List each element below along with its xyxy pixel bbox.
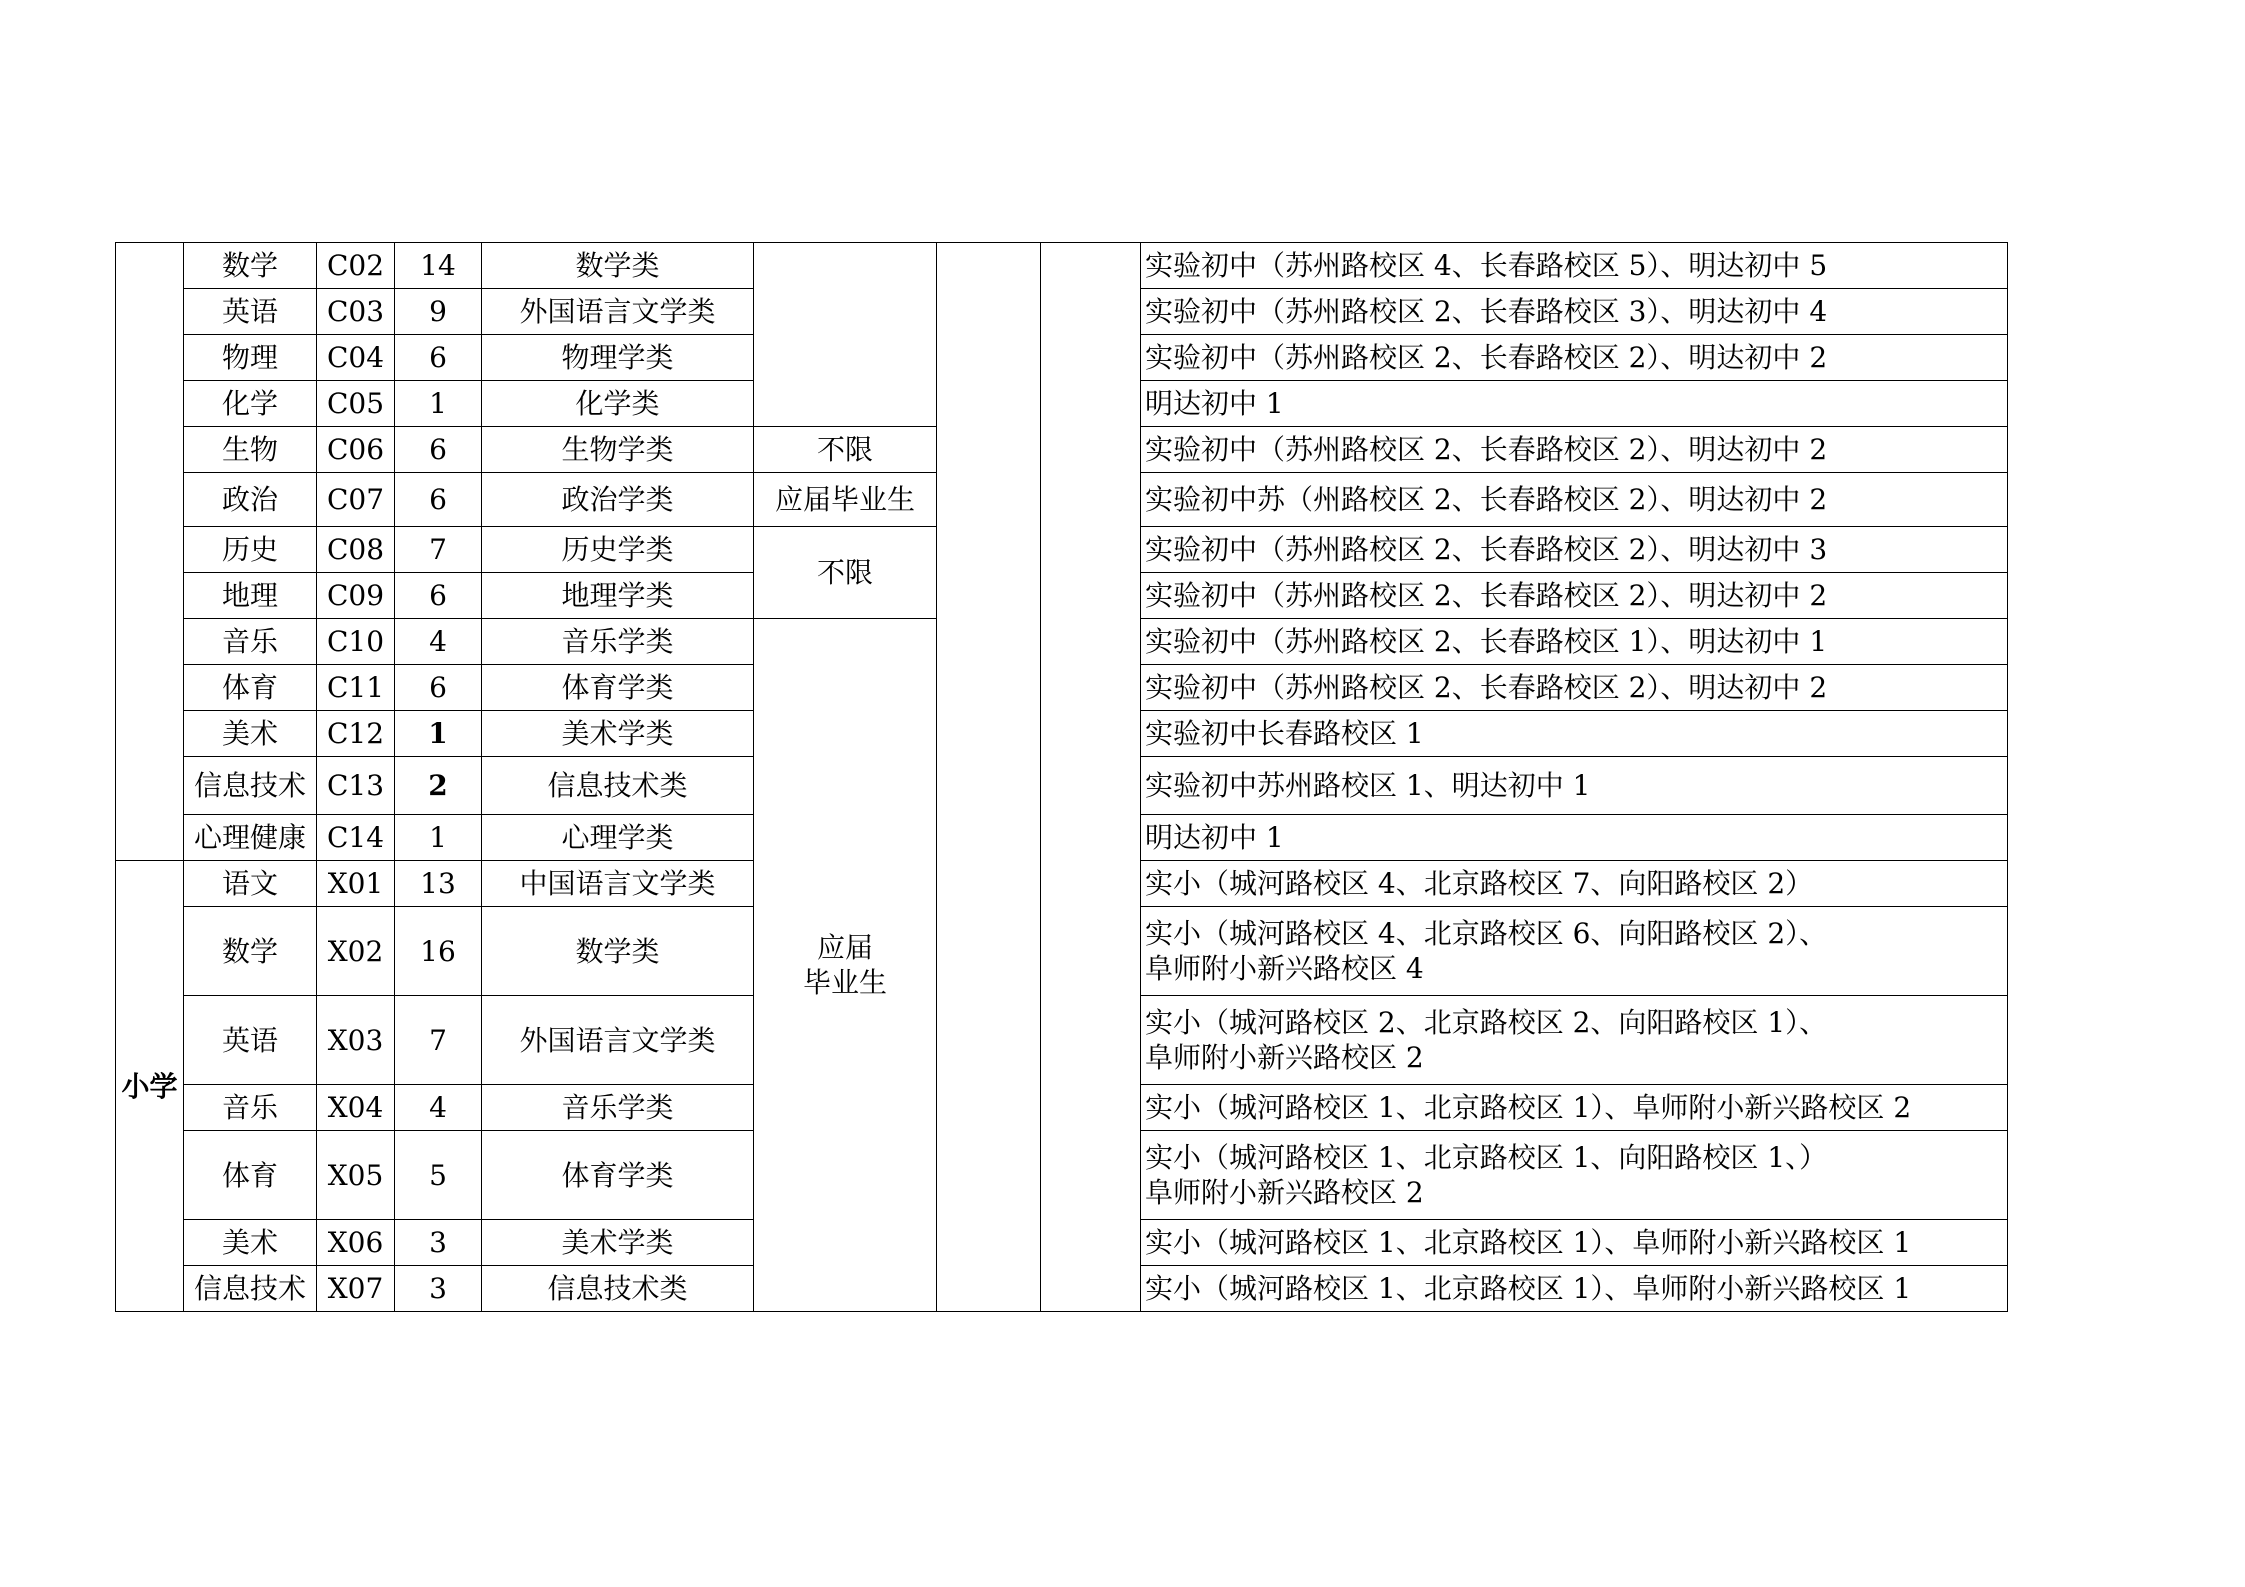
- code-cell: C12: [317, 711, 395, 757]
- subject-cell: 政治: [184, 473, 317, 527]
- subject-cell: 英语: [184, 996, 317, 1085]
- subject-cell: 信息技术: [184, 757, 317, 815]
- count-cell: 6: [395, 665, 482, 711]
- subject-cell: 美术: [184, 1220, 317, 1266]
- placement-line-1: 实小（城河路校区 1、北京路校区 1、向阳路校区 1、）: [1145, 1141, 1828, 1174]
- major-cell: 中国语言文学类: [482, 861, 754, 907]
- placement-line-2: 阜师附小新兴路校区 4: [1145, 952, 1424, 985]
- major-cell: 信息技术类: [482, 757, 754, 815]
- code-cell: C08: [317, 527, 395, 573]
- major-cell: 音乐学类: [482, 1085, 754, 1131]
- code-cell: C07: [317, 473, 395, 527]
- placement-line-1: 实小（城河路校区 2、北京路校区 2、向阳路校区 1）、: [1145, 1006, 1828, 1039]
- placement-cell: 实小（城河路校区 1、北京路校区 1）、阜师附小新兴路校区 2: [1141, 1085, 2008, 1131]
- count-cell: 7: [395, 996, 482, 1085]
- code-cell: C11: [317, 665, 395, 711]
- placement-cell: 实验初中（苏州路校区 2、长春路校区 2）、明达初中 2: [1141, 665, 2008, 711]
- placement-cell: [1141, 907, 2008, 996]
- count-cell: 3: [395, 1266, 482, 1312]
- code-cell: X06: [317, 1220, 395, 1266]
- code-cell: C13: [317, 757, 395, 815]
- count-cell: 1: [395, 381, 482, 427]
- table-row: [116, 243, 2008, 289]
- code-cell: C05: [317, 381, 395, 427]
- count-cell: 5: [395, 1131, 482, 1220]
- code-cell: X07: [317, 1266, 395, 1312]
- major-cell: 音乐学类: [482, 619, 754, 665]
- subject-cell: 语文: [184, 861, 317, 907]
- placement-cell: 实验初中长春路校区 1: [1141, 711, 2008, 757]
- major-cell: 生物学类: [482, 427, 754, 473]
- level-cell-middle: [116, 243, 184, 861]
- subject-cell: 音乐: [184, 619, 317, 665]
- major-cell: 物理学类: [482, 335, 754, 381]
- subject-cell: 生物: [184, 427, 317, 473]
- placement-cell: 实小（城河路校区 1、北京路校区 1）、阜师附小新兴路校区 1: [1141, 1220, 2008, 1266]
- major-cell: 体育学类: [482, 1131, 754, 1220]
- code-cell: X02: [317, 907, 395, 996]
- subject-cell: 英语: [184, 289, 317, 335]
- count-cell: 6: [395, 573, 482, 619]
- major-cell: 心理学类: [482, 815, 754, 861]
- count-cell: 6: [395, 427, 482, 473]
- placement-cell: 实验初中（苏州路校区 2、长春路校区 2）、明达初中 3: [1141, 527, 2008, 573]
- code-cell: C02: [317, 243, 395, 289]
- subject-cell: 数学: [184, 907, 317, 996]
- code-cell: C09: [317, 573, 395, 619]
- requirement-line-1: 应届: [816, 931, 873, 964]
- placement-cell: 实验初中苏（州路校区 2、长春路校区 2）、明达初中 2: [1141, 473, 2008, 527]
- level-cell-primary: 小学: [116, 861, 184, 1312]
- count-cell: 4: [395, 1085, 482, 1131]
- code-cell: C04: [317, 335, 395, 381]
- subject-cell: 信息技术: [184, 1266, 317, 1312]
- code-cell: C14: [317, 815, 395, 861]
- placement-line-1: 实小（城河路校区 4、北京路校区 6、向阳路校区 2）、: [1145, 917, 1828, 950]
- subject-cell: 心理健康: [184, 815, 317, 861]
- major-cell: 数学类: [482, 243, 754, 289]
- requirement-cell: 不限: [754, 527, 937, 619]
- placement-cell: 实验初中（苏州路校区 2、长春路校区 2）、明达初中 2: [1141, 427, 2008, 473]
- placement-cell: 实小（城河路校区 1、北京路校区 1）、阜师附小新兴路校区 1: [1141, 1266, 2008, 1312]
- placement-cell: 实验初中（苏州路校区 4、长春路校区 5）、明达初中 5: [1141, 243, 2008, 289]
- count-cell: 7: [395, 527, 482, 573]
- major-cell: 地理学类: [482, 573, 754, 619]
- count-cell: 2: [395, 757, 482, 815]
- requirement-line-2: 毕业生: [802, 966, 887, 999]
- requirement-cell: [754, 619, 937, 1312]
- code-cell: X03: [317, 996, 395, 1085]
- placement-cell: 实验初中苏州路校区 1、明达初中 1: [1141, 757, 2008, 815]
- subject-cell: 化学: [184, 381, 317, 427]
- major-cell: 历史学类: [482, 527, 754, 573]
- major-cell: 信息技术类: [482, 1266, 754, 1312]
- count-cell: 6: [395, 335, 482, 381]
- count-cell: 14: [395, 243, 482, 289]
- placement-cell: 明达初中 1: [1141, 381, 2008, 427]
- placement-line-2: 阜师附小新兴路校区 2: [1145, 1176, 1424, 1209]
- subject-cell: 历史: [184, 527, 317, 573]
- requirement-cell: 应届毕业生: [754, 473, 937, 527]
- count-cell: 4: [395, 619, 482, 665]
- major-cell: 美术学类: [482, 1220, 754, 1266]
- major-cell: 数学类: [482, 907, 754, 996]
- placement-cell: 实小（城河路校区 4、北京路校区 7、向阳路校区 2）: [1141, 861, 2008, 907]
- code-cell: X01: [317, 861, 395, 907]
- blank-column-1: [937, 243, 1041, 1312]
- major-cell: 外国语言文学类: [482, 996, 754, 1085]
- placement-cell: [1141, 996, 2008, 1085]
- placement-cell: 实验初中（苏州路校区 2、长春路校区 3）、明达初中 4: [1141, 289, 2008, 335]
- code-cell: C03: [317, 289, 395, 335]
- code-cell: C10: [317, 619, 395, 665]
- code-cell: X04: [317, 1085, 395, 1131]
- blank-column-2: [1041, 243, 1141, 1312]
- requirement-cell: [754, 243, 937, 427]
- major-cell: 外国语言文学类: [482, 289, 754, 335]
- subject-cell: 体育: [184, 1131, 317, 1220]
- count-cell: 6: [395, 473, 482, 527]
- subject-cell: 物理: [184, 335, 317, 381]
- major-cell: 美术学类: [482, 711, 754, 757]
- placement-cell: 实验初中（苏州路校区 2、长春路校区 1）、明达初中 1: [1141, 619, 2008, 665]
- count-cell: 16: [395, 907, 482, 996]
- subject-cell: 美术: [184, 711, 317, 757]
- count-cell: 1: [395, 711, 482, 757]
- code-cell: C06: [317, 427, 395, 473]
- subject-cell: 地理: [184, 573, 317, 619]
- subject-cell: 音乐: [184, 1085, 317, 1131]
- major-cell: 政治学类: [482, 473, 754, 527]
- count-cell: 13: [395, 861, 482, 907]
- placement-cell: 明达初中 1: [1141, 815, 2008, 861]
- subject-cell: 数学: [184, 243, 317, 289]
- count-cell: 3: [395, 1220, 482, 1266]
- placement-cell: 实验初中（苏州路校区 2、长春路校区 2）、明达初中 2: [1141, 573, 2008, 619]
- major-cell: 体育学类: [482, 665, 754, 711]
- placement-cell: [1141, 1131, 2008, 1220]
- code-cell: X05: [317, 1131, 395, 1220]
- recruitment-table: [115, 242, 2008, 1312]
- subject-cell: 体育: [184, 665, 317, 711]
- major-cell: 化学类: [482, 381, 754, 427]
- placement-cell: 实验初中（苏州路校区 2、长春路校区 2）、明达初中 2: [1141, 335, 2008, 381]
- count-cell: 9: [395, 289, 482, 335]
- count-cell: 1: [395, 815, 482, 861]
- requirement-cell: 不限: [754, 427, 937, 473]
- placement-line-2: 阜师附小新兴路校区 2: [1145, 1041, 1424, 1074]
